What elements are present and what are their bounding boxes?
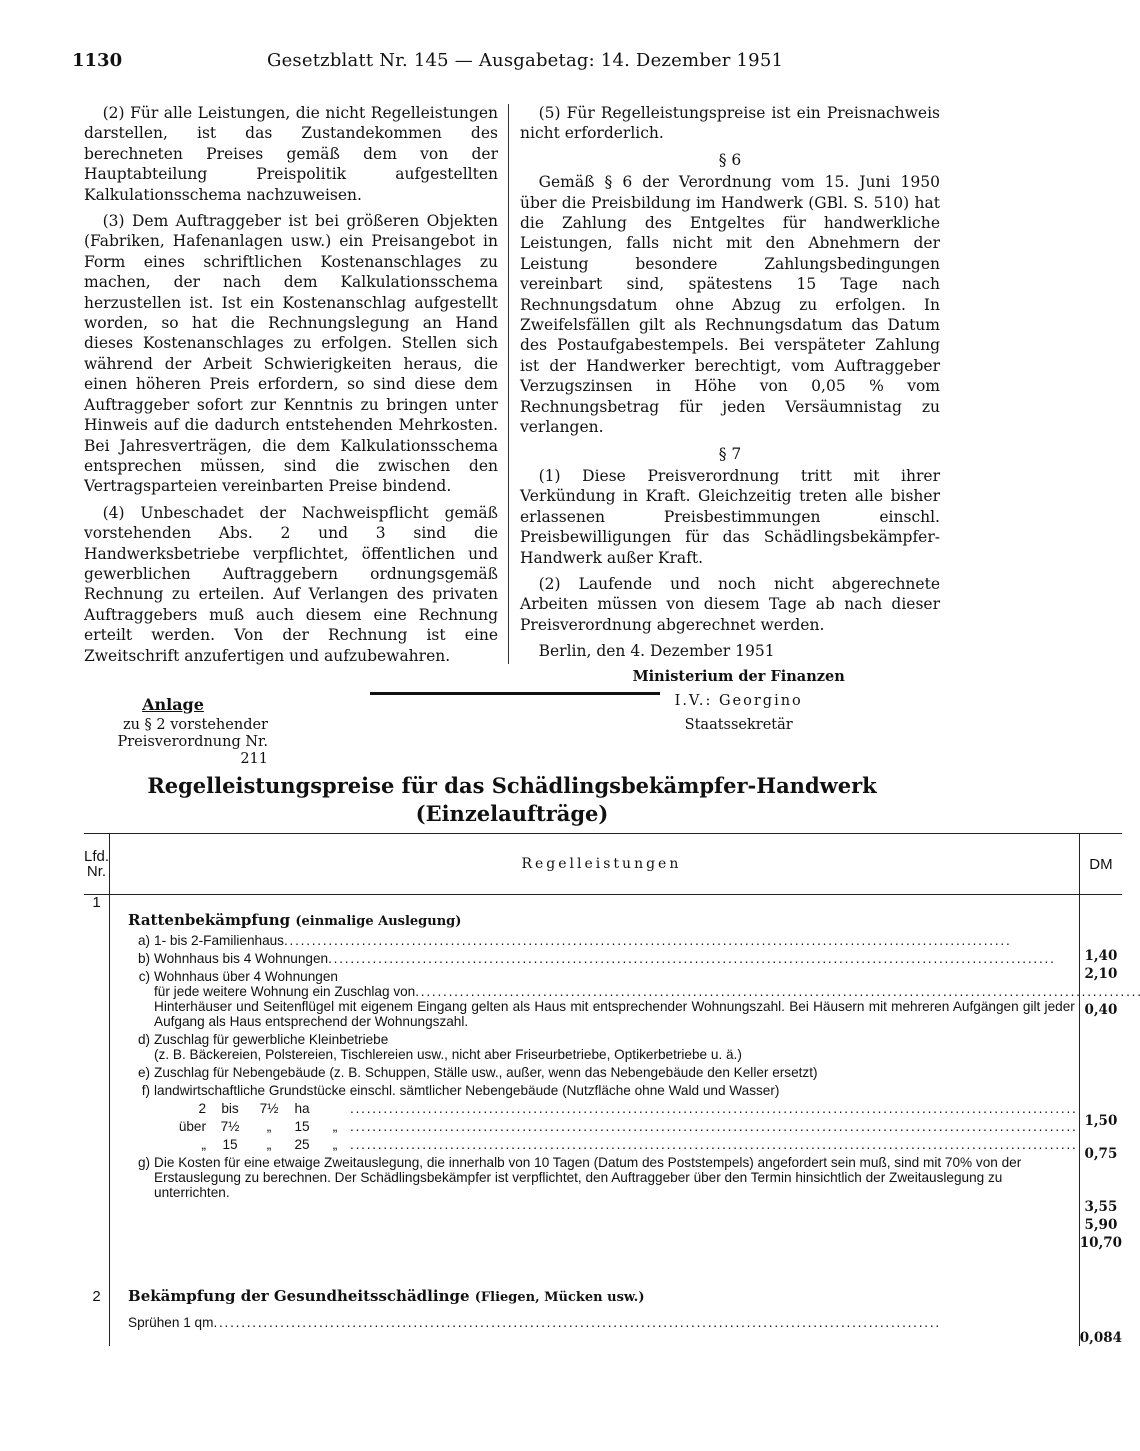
area-part: „ — [266, 1137, 272, 1152]
paragraph-4: (4) Unbeschadet der Nachweispflicht gemäß vorstehenden Abs. 2 und 3 sind die Handwerksbetriebe verpflichtet, öffentlichen und gewerblichen Auftraggebern ordnungsgemäß Rechnung zu erteilen. Auf Verlangen des privaten Auftraggebers muß auch diesem eine Rechnung erteilt werden. Von der Rechnung ist eine Zweitschrift anzufertigen und aufzubewahren. — [84, 503, 498, 665]
anlage-line-2: Preisverordnung Nr. 211 — [117, 734, 268, 767]
col-header-services: Regelleistungen — [110, 834, 1080, 895]
item-text: (z. B. Bäckereien, Polstereien, Tischlereien usw., nicht aber Friseurbetriebe, Optikerbetriebe u. ä.) — [154, 1047, 742, 1062]
area-row — [154, 1119, 1075, 1134]
area-part: „ — [332, 1119, 338, 1134]
item-label: e) — [137, 1065, 151, 1080]
area-part: „ — [201, 1137, 207, 1152]
price-table — [84, 833, 1122, 1346]
group-title — [128, 1289, 1075, 1305]
area-part: über — [178, 1119, 207, 1134]
col-header-number-line-1: Lfd. — [84, 848, 110, 865]
list-item — [128, 933, 1075, 948]
col-header-number — [84, 834, 110, 895]
area-part: 15 — [222, 1137, 238, 1152]
price-value: 5,90 — [1084, 1217, 1118, 1233]
group-title-text: Rattenbekämpfung — [128, 911, 291, 929]
section-7-paragraph-1: (1) Diese Preisverordnung tritt mit ihrer Verkündung in Kraft. Gleichzeitig treten alle bisher erlassenen Preisbestimmungen einschl. Preisbewilligungen für das Schädlingsbekämpfer-Handwerk außer Kraft. — [520, 466, 940, 567]
dot-leader — [284, 933, 1075, 948]
dot-leader — [350, 1119, 1075, 1134]
item-text: 1- bis 2-Familienhaus — [154, 933, 284, 948]
row-services — [110, 1251, 1080, 1346]
price-value: 1,40 — [1084, 948, 1118, 964]
item-text: landwirtschaftliche Grundstücke einschl. sämtlicher Nebengebäude (Nutzfläche ohne Wald und Wasser) — [154, 1083, 780, 1098]
list-item — [128, 1315, 1075, 1330]
header-title: Gesetzblatt Nr. 145 — Ausgabetag: 14. Dezember 1951 — [267, 50, 784, 71]
paragraph-2: (2) Für alle Leistungen, die nicht Regelleistungen darstellen, ist das Zustandekommen des berechneten Preises gemäß dem von der Hauptabteilung Preispolitik aufgestellten Kalkulationsschema nachzuweisen. — [84, 104, 498, 204]
list-item — [128, 1065, 1075, 1080]
item-text: Wohnhaus über 4 Wohnungen — [154, 969, 338, 984]
area-row — [154, 1101, 1075, 1116]
area-part: 7½ — [220, 1119, 240, 1134]
table-row — [84, 1251, 1122, 1346]
group-subtitle: (einmalige Auslegung) — [295, 914, 462, 929]
item-text: für jede weitere Wohnung ein Zuschlag von — [154, 984, 416, 999]
price-value: 0,40 — [1084, 1002, 1118, 1018]
list-item — [128, 1083, 1075, 1152]
price-value: 0,75 — [1084, 1146, 1118, 1162]
area-part: 25 — [294, 1137, 310, 1152]
area-part: 15 — [294, 1119, 310, 1134]
area-part: 7½ — [259, 1101, 279, 1116]
section-7-heading: § 7 — [718, 444, 742, 463]
area-row — [154, 1137, 1075, 1152]
signature-name: I.V.: Georgino — [674, 692, 803, 709]
row-number: 2 — [84, 1251, 110, 1346]
section-7-paragraph-2: (2) Laufende und noch nicht abgerechnete Arbeiten müssen von diesem Tage ab nach dieser Preisverordnung abgerechnet werden. — [520, 574, 940, 634]
item-note: Hinterhäuser und Seitenflügel mit eigenem Eingang gelten als Haus mit entsprechender Wohnungszahl. Bei Häusern mit mehreren Aufgängen gilt jeder Aufgang als Haus entsprechend der Wohnungszahl. — [154, 999, 1075, 1029]
table-title-line-2: (Einzelaufträge) — [415, 801, 609, 826]
anlage-line-1: zu § 2 vorstehender — [122, 717, 268, 733]
item-label: a) — [137, 933, 151, 948]
item-text: Sprühen 1 qm — [128, 1315, 214, 1330]
price-value: 0,084 — [1079, 1330, 1123, 1346]
section-6-text: Gemäß § 6 der Verordnung vom 15. Juni 1950 über die Preisbildung im Handwerk (GBl. S. 510) hat die Zahlung des Entgeltes für handwerkliche Leistungen, falls nicht mit den Abnehmern der Leistung besondere Zahlungsbedingungen vereinbart sind, spätestens 15 Tage nach Rechnungsdatum ohne Abzug zu erfolgen. In Zweifelsfällen gilt als Rechnungsdatum das Datum des Postaufgabestempels. Bei verspäteter Zahlung ist der Handwerker berechtigt, vom Auftraggeber Verzugszinsen in Höhe von 0,05 % vom Rechnungsbetrag für jeden Versäumnistag zu verlangen. — [520, 173, 940, 437]
column-divider — [508, 104, 509, 664]
left-column — [84, 103, 498, 672]
row-number: 1 — [84, 895, 110, 1252]
page-number: 1130 — [72, 50, 123, 71]
dot-leader — [213, 1315, 1074, 1330]
right-column — [520, 103, 940, 740]
item-label: c) — [138, 969, 151, 984]
row-services — [110, 895, 1080, 1252]
table-title — [72, 772, 952, 828]
signature-role: Staatssekretär — [684, 716, 793, 733]
area-part: ha — [294, 1101, 310, 1116]
dot-leader — [328, 951, 1075, 966]
col-header-dm: DM — [1079, 834, 1122, 895]
item-text: Zuschlag für Nebengebäude (z. B. Schuppen, Ställe usw., außer, wenn das Nebengebäude den Keller ersetzt) — [154, 1065, 818, 1080]
paragraph-5: (5) Für Regelleistungspreise ist ein Preisnachweis nicht erforderlich. — [520, 104, 940, 143]
anlage-block — [88, 696, 268, 768]
group-subtitle: (Fliegen, Mücken usw.) — [474, 1290, 645, 1305]
price-value: 2,10 — [1084, 966, 1118, 982]
area-part: „ — [266, 1119, 272, 1134]
item-text: Wohnhaus bis 4 Wohnungen — [154, 951, 329, 966]
price-value: 3,55 — [1084, 1199, 1118, 1215]
price-value: 10,70 — [1079, 1235, 1123, 1251]
table-header-row — [84, 834, 1122, 895]
signature-ministry: Ministerium der Finanzen — [632, 667, 845, 685]
dot-leader — [415, 984, 1140, 999]
anlage-title: Anlage — [142, 695, 204, 714]
item-label: g) — [137, 1155, 151, 1170]
row-values — [1079, 895, 1122, 1252]
list-item — [128, 1155, 1075, 1200]
area-part: bis — [221, 1101, 239, 1116]
paragraph-3: (3) Dem Auftraggeber ist bei größeren Objekten (Fabriken, Hafenanlagen usw.) ein Preisangebot in Form eines schriftlichen Kostenanschlages zu machen, der nach dem Kalkulationsschema herzustellen ist. Ist ein Kostenanschlag aufgestellt worden, so hat die Rechnungslegung an Hand dieses Kostenanschlages zu erfolgen. Stellen sich während der Arbeit Schwierigkeiten heraus, die einen höheren Preis erfordern, so sind diese dem Auftraggeber sofort zur Kenntnis zu bringen unter Hinweis auf die dadurch entstehenden Mehrkosten. Bei Jahresverträgen, die dem Kalkulationsschema entsprechen müssen, sind die zwischen den Vertragsparteien vereinbarten Preise bindend. — [84, 212, 498, 496]
item-label: f) — [141, 1083, 151, 1098]
price-value: 1,50 — [1084, 1113, 1118, 1129]
col-header-number-line-2: Nr. — [86, 863, 107, 880]
item-label: b) — [137, 951, 151, 966]
section-6-heading: § 6 — [718, 150, 742, 169]
item-label: d) — [137, 1032, 151, 1047]
group-title-text: Bekämpfung der Gesundheitsschädlinge — [128, 1287, 470, 1305]
list-item — [128, 951, 1075, 966]
item-text: Zuschlag für gewerbliche Kleinbetriebe — [154, 1032, 389, 1047]
table-title-line-1: Regelleistungspreise für das Schädlingsbekämpfer-Handwerk — [147, 773, 877, 798]
table-row — [84, 895, 1122, 1252]
area-part: 2 — [198, 1101, 207, 1116]
dot-leader — [350, 1101, 1075, 1116]
list-item — [128, 1032, 1075, 1062]
item-text: Die Kosten für eine etwaige Zweitauslegung, die innerhalb von 10 Tagen (Datum des Poststempels) angefordert sein muß, sind mit 70% von der Erstauslegung zu berechnen. Der Schädlingsbekämpfer ist verpflichtet, den Auftraggeber über den Termin hinsichtlich der Zweitauslegung zu unterrichten. — [154, 1155, 1022, 1200]
place-date: Berlin, den 4. Dezember 1951 — [538, 642, 775, 661]
list-item — [128, 969, 1075, 1029]
dot-leader — [350, 1137, 1075, 1152]
section-rule — [370, 692, 660, 695]
group-title — [128, 913, 1075, 929]
row-values — [1079, 1251, 1122, 1346]
area-part: „ — [332, 1137, 338, 1152]
